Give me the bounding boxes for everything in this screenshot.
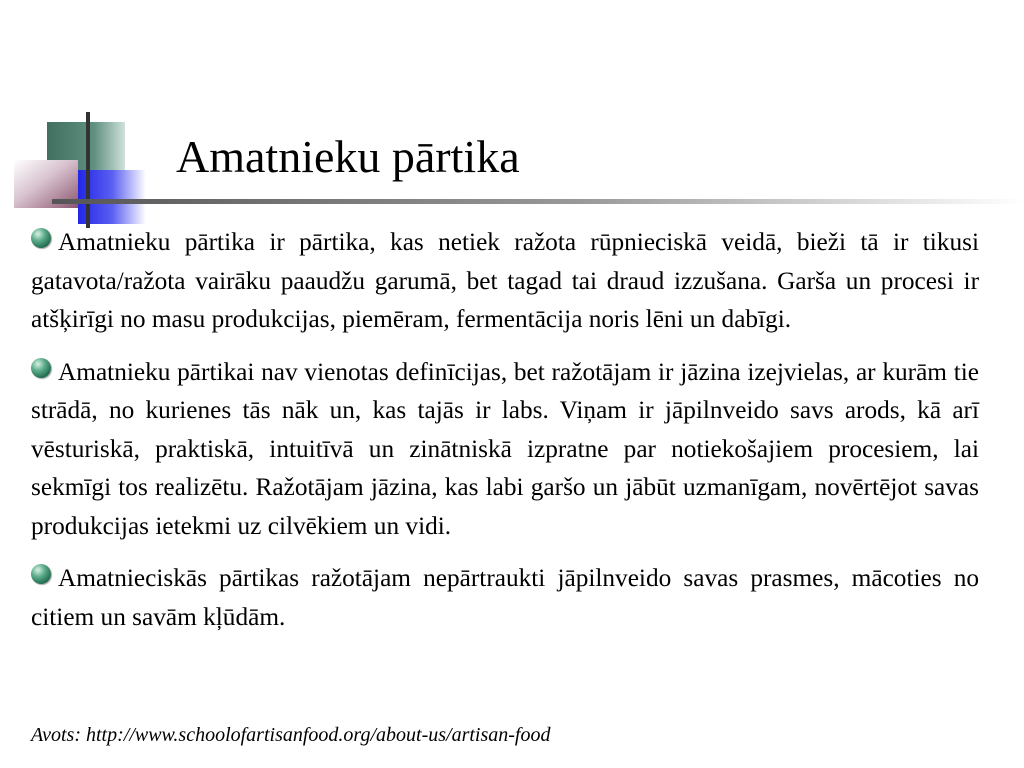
source-citation: Avots: http://www.schoolofartisanfood.org/about-us/artisan-food: [31, 724, 551, 746]
bullet-paragraph-3: [31, 559, 979, 636]
bullet-paragraph-2: [31, 353, 979, 546]
green-sphere-bullet-icon: [31, 358, 51, 378]
title-decoration: [0, 0, 1024, 230]
green-sphere-bullet-icon: [31, 564, 51, 584]
slide-body: [31, 223, 979, 650]
bullet-paragraph-1: [31, 223, 979, 339]
bullet-text-3: Amatnieciskās pārtikas ražotājam nepārtraukti jāpilnveido savas prasmes, mācoties no citiem un savām kļūdām.: [31, 564, 979, 631]
green-sphere-bullet-icon: [31, 228, 51, 248]
slide-title: Amatnieku pārtika: [176, 131, 520, 182]
bullet-text-2: Amatnieku pārtikai nav vienotas definīcijas, bet ražotājam ir jāzina izejvielas, ar kurām tie strādā, no kurienes tās nāk un, kas tajās ir labs. Viņam ir jāpilnveido savs arods, kā arī vēsturiskā, praktiskā, intuitīvā un zinātniskā izpratne par notiekošajiem procesiem, lai sekmīgi tos realizētu. Ražotājam jāzina, kas labi garšo un jābūt uzmanīgam, novērtējot savas produkcijas ietekmi uz cilvēkiem un vidi.: [31, 357, 979, 540]
title-underline: [52, 199, 1024, 204]
vertical-rule: [86, 112, 90, 228]
bullet-text-1: Amatnieku pārtika ir pārtika, kas netiek ražota rūpnieciskā veidā, bieži tā ir tikusi gatavota/ražota vairāku paaudžu garumā, bet tagad tai draud izzušana. Garša un procesi ir atšķirīgi no masu produkcijas, piemēram, fermentācija noris lēni un dabīgi.: [31, 228, 979, 333]
